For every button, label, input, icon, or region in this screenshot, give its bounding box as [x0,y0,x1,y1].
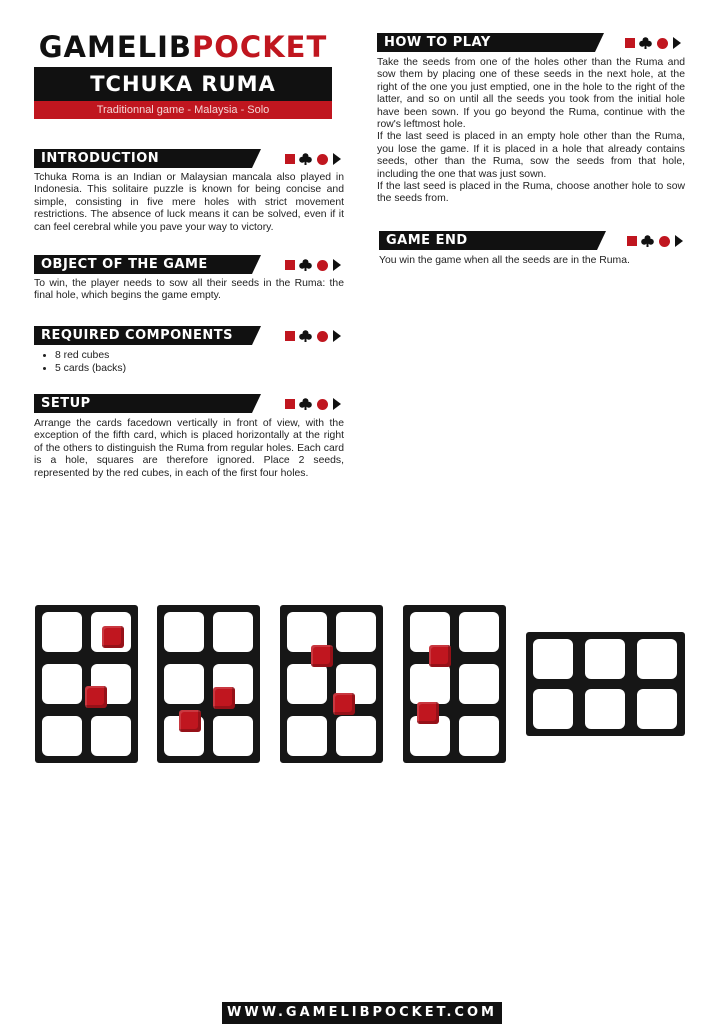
section-heading-how-to-play [377,33,687,52]
club-icon [299,153,312,165]
card-hole-3 [280,605,383,763]
suit-icons [625,37,687,49]
card-hole-1 [35,605,138,763]
brand-part1: GAMELIB [38,30,193,64]
object-text: To win, the player needs to sow all their seeds in the Ruma: the final hole, which begins the game empty. [34,278,344,302]
heading-label: HOW TO PLAY [384,35,491,50]
suit-icons [285,153,347,165]
circle-icon [317,260,328,271]
red-cube [311,645,333,667]
square-icon [285,331,295,341]
components-list [37,349,335,375]
heading-label: REQUIRED COMPONENTS [41,328,234,343]
red-cube [213,687,235,709]
play-icon [675,235,683,247]
heading-label: SETUP [41,396,91,411]
red-cube [179,710,201,732]
red-cube [417,702,439,724]
brand-logo [34,30,332,64]
section-heading-setup [34,394,344,413]
circle-icon [317,154,328,165]
club-icon [641,235,654,247]
brand-part2: POCKET [192,30,328,64]
red-cube [102,626,124,648]
play-icon [333,259,341,271]
list-item: • 5 cards (backs) [55,362,335,375]
paragraph: If the last seed is placed in the Ruma, choose another hole to sow the seeds from. [377,181,685,205]
footer-url[interactable]: WWW.GAMELIBPOCKET.COM [222,1002,502,1024]
setup-text: Arrange the cards facedown vertically in front of view, with the exception of the fifth card, which is placed horizontally at the right of the others to distinguish the Ruma from regular holes. Each card is a hole, squares are therefore ignored. Place 2 seeds, represented by the red cubes, in each of the first four holes. [34,418,344,479]
introduction-text: Tchuka Roma is an Indian or Malaysian mancala also played in Indonesia. This solitaire puzzle is known for being concise and simple, consisting in five mere holes with strict movement restrictions. The absence of luck means it can be solved, even if it can feel cerebral while you pave your way to victory. [34,172,344,233]
red-cube [333,693,355,715]
suit-icons [285,398,347,410]
game-subtitle: Traditionnal game - Malaysia - Solo [34,101,332,119]
square-icon [625,38,635,48]
paragraph: If the last seed is placed in an empty hole other than the Ruma, you lose the game. If it is placed in a hole that already contains seeds, other than the Ruma, sow the seeds from that hole, including the one that was just sown. [377,131,685,180]
section-heading-components [34,326,344,345]
card-ruma [526,632,685,736]
club-icon [639,37,652,49]
club-icon [299,330,312,342]
section-heading-introduction [34,149,344,168]
play-icon [333,398,341,410]
card-hole-4 [403,605,506,763]
heading-label: OBJECT OF THE GAME [41,257,208,272]
red-cube [85,686,107,708]
game-title: TCHUKA RUMA [34,67,332,101]
club-icon [299,398,312,410]
heading-label: GAME END [386,233,468,248]
game-end-text: You win the game when all the seeds are in the Ruma. [379,255,630,266]
card-hole-2 [157,605,260,763]
circle-icon [317,399,328,410]
play-icon [333,153,341,165]
section-heading-game-end [379,231,689,250]
circle-icon [317,331,328,342]
play-icon [333,330,341,342]
list-item: • 8 red cubes [55,349,335,362]
suit-icons [285,330,347,342]
circle-icon [659,236,670,247]
section-heading-object [34,255,344,274]
square-icon [285,260,295,270]
suit-icons [627,235,689,247]
square-icon [285,154,295,164]
circle-icon [657,38,668,49]
red-cube [429,645,451,667]
how-to-play-text [377,57,685,206]
suit-icons [285,259,347,271]
paragraph: Take the seeds from one of the holes other than the Ruma and sow them by placing one of these seeds in the next hole, at the right of the one you just emptied, one in the hole to the right of the latter, and so on until all the seeds you took from the initial hole have been sown. If you go beyond the Ruma, continue with the row's leftmost hole. [377,57,685,131]
play-icon [673,37,681,49]
square-icon [627,236,637,246]
square-icon [285,399,295,409]
club-icon [299,259,312,271]
heading-label: INTRODUCTION [41,151,160,166]
